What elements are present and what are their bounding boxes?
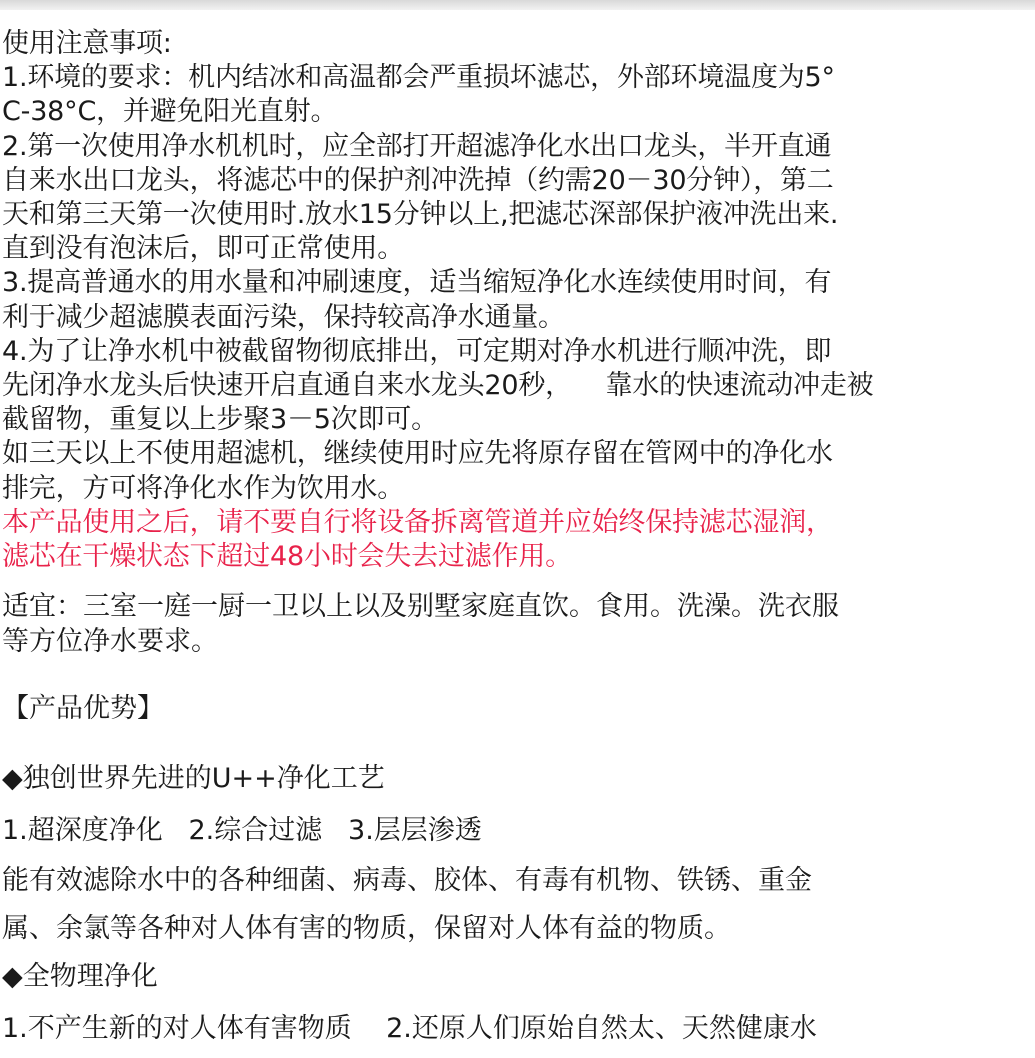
advantages-heading: 【产品优势】 [2,693,164,724]
note-line: 天和第三天第一次使用时.放水15分钟以上,把滤芯深部保护液冲洗出来. [2,199,839,231]
note-line: 排完，方可将净化水作为饮用水。 [2,472,404,504]
advantage-points: 1.超深度净化 2.综合过滤 3.层层渗透 [2,815,482,846]
note-line: 利于减少超滤膜表面污染，保持较高净水通量。 [2,301,565,333]
advantage-title: ◆独创世界先进的U++净化工艺 [2,763,385,794]
suitable-line: 适宜：三室一庭一厨一卫以上以及别墅家庭直饮。食用。洗澡。洗衣服 [2,591,839,622]
advantage-title: ◆全物理净化 [2,961,158,992]
warning-line: 滤芯在干燥状态下超过48小时会失去过滤作用。 [2,541,572,573]
note-line: 自来水出口龙头，将滤芯中的保护剂冲洗掉（约需20－30分钟），第二 [2,164,834,196]
usage-notes-section [2,27,1032,574]
advantage-desc: 能有效滤除水中的各种细菌、病毒、胶体、有毒有机物、铁锈、重金 [2,865,812,896]
advantage-desc: 属、余氯等各种对人体有害的物质，保留对人体有益的物质。 [2,913,731,944]
note-line: 4.为了让净水机中被截留物彻底排出，可定期对净水机进行顺冲洗，即 [2,335,832,367]
note-line: C-38°C，并避免阳光直射。 [2,96,338,128]
note-line: 如三天以上不使用超滤机，继续使用时应先将原存留在管网中的净化水 [2,438,833,470]
note-line: 直到没有泡沫后，即可正常使用。 [2,233,404,265]
top-edge-strip [0,0,1035,10]
advantage-points: 1.不产生新的对人体有害物质 2.还原人们原始自然太、天然健康水 [2,1013,817,1044]
note-line: 2.第一次使用净水机机时，应全部打开超滤净化水出口龙头，半开直通 [2,130,832,162]
note-line: 截留物，重复以上步聚3－5次即可。 [2,404,438,436]
warning-line: 本产品使用之后，请不要自行将设备拆离管道并应始终保持滤芯湿润， [2,506,833,538]
note-line: 3.提高普通水的用水量和冲刷速度，适当缩短净化水连续使用时间，有 [2,267,832,299]
note-line: 1.环境的要求：机内结冰和高温都会严重损坏滤芯，外部环境温度为5° [2,62,835,94]
note-line: 先闭净水龙头后快速开启直通自来水龙头20秒， 靠水的快速流动冲走被 [2,370,874,402]
usage-notes-title: 使用注意事项: [2,28,172,59]
suitable-line: 等方位净水要求。 [2,626,218,657]
